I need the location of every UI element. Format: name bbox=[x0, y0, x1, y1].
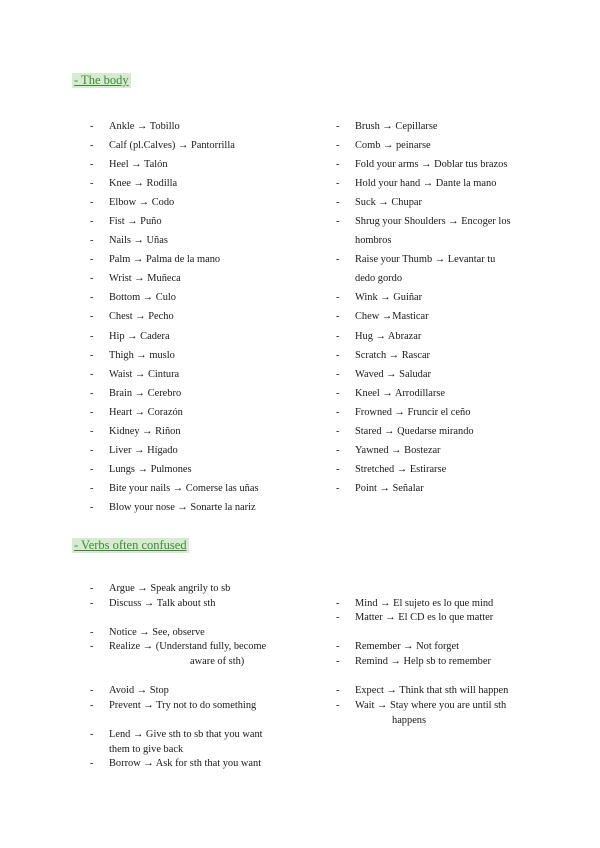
list-item: - Raise your Thumb → Levantar tu dedo gordo bbox=[336, 250, 536, 288]
list-item: - Bottom → Culo bbox=[90, 288, 320, 307]
list-item: - Liver → Hígado bbox=[90, 441, 320, 460]
list-item: - Notice → See, observe bbox=[90, 626, 205, 641]
list-item: - Knee → Rodilla bbox=[90, 174, 320, 193]
list-item: - Kneel → Arrodillarse bbox=[336, 384, 536, 403]
list-item: - Scratch → Rascar bbox=[336, 346, 536, 365]
list-item: - Expect → Think that sth will happen bbox=[336, 684, 508, 699]
list-item: - Lend → Give sth to sb that you want them to give back bbox=[90, 728, 263, 757]
list-item: - Fist → Puño bbox=[90, 212, 320, 231]
list-item: - Frowned → Fruncir el ceño bbox=[336, 403, 536, 422]
section-title-verbs: - Verbs often confused bbox=[74, 538, 187, 552]
list-item: - Waist → Cintura bbox=[90, 365, 320, 384]
list-item: - Stared → Quedarse mirando bbox=[336, 422, 536, 441]
list-item: - Matter → El CD es lo que matter bbox=[336, 611, 493, 626]
list-item: - Heart → Corazón bbox=[90, 403, 320, 422]
list-item: - Comb → peinarse bbox=[336, 136, 536, 155]
list-item: - Suck → Chupar bbox=[336, 193, 536, 212]
list-item: - Discuss → Talk about sth bbox=[90, 597, 215, 612]
list-item: - Borrow → Ask for sth that you want bbox=[90, 757, 261, 772]
list-item: - Waved → Saludar bbox=[336, 365, 536, 384]
list-item: - Nails → Uñas bbox=[90, 231, 320, 250]
list-item: - Mind → El sujeto es lo que mind bbox=[336, 597, 493, 612]
list-item: - Hold your hand → Dante la mano bbox=[336, 174, 536, 193]
list-item: - Kidney → Riñon bbox=[90, 422, 320, 441]
list-item: - Wrist → Muñeca bbox=[90, 269, 320, 288]
list-item: - Yawned → Bostezar bbox=[336, 441, 536, 460]
list-item: - Wait → Stay where you are until sth happens bbox=[336, 699, 506, 728]
list-item: - Hip → Cadera bbox=[90, 327, 320, 346]
list-item: - Chew →Masticar bbox=[336, 307, 536, 326]
list-item: - Thigh → muslo bbox=[90, 346, 320, 365]
list-item: - Lungs → Pulmones bbox=[90, 460, 320, 479]
list-item: - Wink → Guiñar bbox=[336, 288, 536, 307]
list-item: - Point → Señalar bbox=[336, 479, 536, 498]
list-item: - Blow your nose → Sonarte la nariz bbox=[90, 498, 320, 517]
list-item: - Palm → Palma de la mano bbox=[90, 250, 320, 269]
section-title-body: - The body bbox=[74, 73, 129, 87]
list-item: - Avoid → Stop bbox=[90, 684, 169, 699]
list-item: - Brush → Cepillarse bbox=[336, 117, 536, 136]
list-item: - Ankle → Tobillo bbox=[90, 117, 320, 136]
list-item: - Heel → Talón bbox=[90, 155, 320, 174]
body-right-list bbox=[336, 117, 536, 498]
body-left-list bbox=[90, 117, 320, 517]
list-item: - Argue → Speak angrily to sb bbox=[90, 582, 230, 597]
list-item: - Stretched → Estirarse bbox=[336, 460, 536, 479]
list-item: - Chest → Pecho bbox=[90, 307, 320, 326]
list-item: - Elbow → Codo bbox=[90, 193, 320, 212]
list-item: - Fold your arms → Doblar tus brazos bbox=[336, 155, 536, 174]
list-item: - Hug → Abrazar bbox=[336, 327, 536, 346]
list-item: - Remember → Not forget bbox=[336, 640, 459, 655]
list-item: - Shrug your Shoulders → Encoger los hombros bbox=[336, 212, 536, 250]
list-item: - Prevent → Try not to do something bbox=[90, 699, 256, 714]
list-item: - Calf (pl.Calves) → Pantorrilla bbox=[90, 136, 320, 155]
list-item: - Realize → (Understand fully, become aware of sth) bbox=[90, 640, 266, 669]
list-item: - Brain → Cerebro bbox=[90, 384, 320, 403]
list-item: - Remind → Help sb to remember bbox=[336, 655, 491, 670]
list-item: - Bite your nails → Comerse las uñas bbox=[90, 479, 320, 498]
